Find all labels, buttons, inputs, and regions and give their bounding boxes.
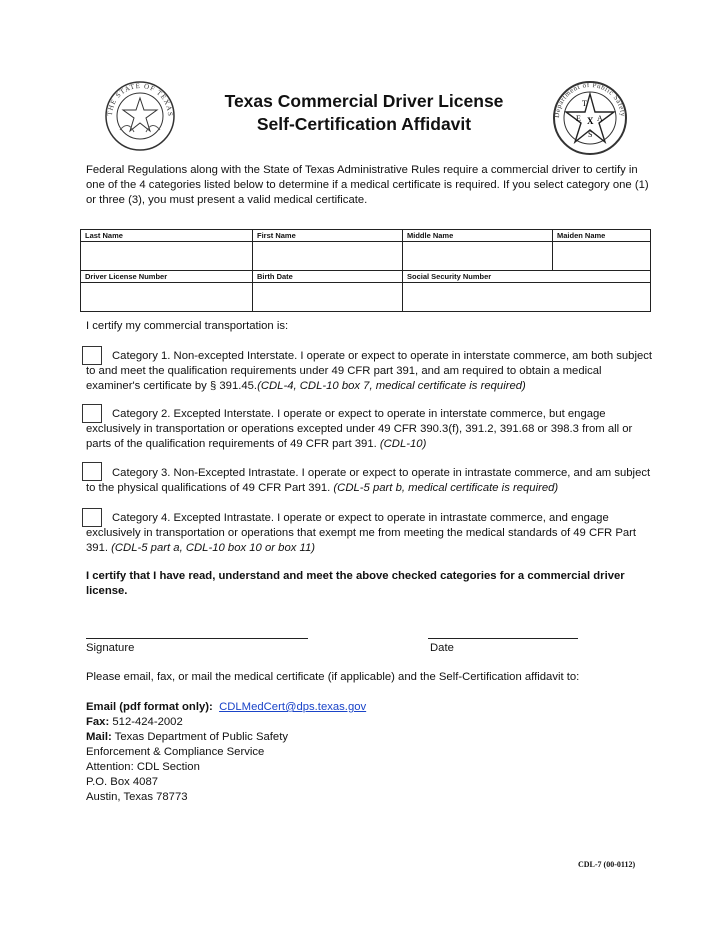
mail-line-2: Enforcement & Compliance Service [86, 746, 265, 758]
email-link[interactable]: CDLMedCert@dps.texas.gov [219, 701, 367, 713]
page-title [180, 90, 548, 136]
category-3-body: Category 3. Non-Excepted Intrastate. I operate or expect to operate in intrastate commerce, and am subject to the physical qualifications of 49 CFR Part 391. [86, 467, 651, 494]
middle-name-label: Middle Name [403, 230, 553, 242]
birth-date-field[interactable] [253, 283, 403, 312]
seal-letter-a: A [597, 114, 603, 123]
last-name-field[interactable] [81, 242, 253, 271]
title-line-1: Texas Commercial Driver License [224, 91, 504, 111]
maiden-name-field[interactable] [553, 242, 651, 271]
category-4-text [86, 511, 656, 556]
fax-label: Fax: [86, 716, 110, 728]
seal-letter-e: E [576, 114, 581, 123]
last-name-label: Last Name [81, 230, 253, 242]
mail-line-3: Attention: CDL Section [86, 761, 200, 773]
dps-seal [552, 80, 628, 156]
fax-number: 512-424-2002 [112, 716, 183, 728]
birth-date-label: Birth Date [253, 271, 403, 283]
driver-license-number-label: Driver License Number [81, 271, 253, 283]
contact-block [86, 700, 486, 805]
mail-line-1: Texas Department of Public Safety [114, 731, 288, 743]
signature-line[interactable] [86, 638, 308, 639]
category-3-note: (CDL-5 part b, medical certificate is required) [333, 482, 559, 494]
left-seal-text: THE STATE OF TEXAS [105, 81, 175, 118]
mail-line-4: P.O. Box 4087 [86, 776, 159, 788]
middle-name-field[interactable] [403, 242, 553, 271]
category-1-text [86, 349, 656, 394]
first-name-field[interactable] [253, 242, 403, 271]
driver-info-form [80, 229, 651, 312]
mail-line-5: Austin, Texas 78773 [86, 791, 188, 803]
seal-letter-s: S [588, 130, 593, 139]
seal-letter-t: T [582, 99, 587, 108]
intro-paragraph: Federal Regulations along with the State of Texas Administrative Rules require a commercial driver to certify in one of the 4 categories listed below to determine if a medical certificate is required. If you select category one (1) or three (3), you must present a valid medical certificate. [86, 164, 649, 206]
title-line-2: Self-Certification Affidavit [256, 114, 472, 134]
seal-letter-x: X [587, 116, 594, 126]
send-instructions: Please email, fax, or mail the medical certificate (if applicable) and the Self-Certification affidavit to: [86, 671, 580, 683]
form-code: CDL-7 (00-0112) [578, 860, 636, 869]
certify-lead: I certify my commercial transportation is: [86, 320, 289, 332]
category-4-note: (CDL-5 part a, CDL-10 box 10 or box 11) [111, 542, 315, 554]
date-label: Date [430, 642, 454, 654]
category-4-body: Category 4. Excepted Intrastate. I operate or expect to operate in intrastate commerce, and engage exclusively in transportation or operations that exempt me from meeting the medical standards of 49 CFR Part 391. [86, 512, 637, 554]
signature-label: Signature [86, 642, 135, 654]
ssn-field[interactable] [403, 283, 651, 312]
maiden-name-label: Maiden Name [553, 230, 651, 242]
category-1-body: Category 1. Non-excepted Interstate. I operate or expect to operate in interstate commerce, am both subject to and meet the qualification requirements under 49 CFR part 391, and am required to obtain a medical examiner's certificate by § 391.45. [86, 350, 653, 392]
mail-label: Mail: [86, 731, 112, 743]
category-2-note: (CDL-10) [379, 438, 427, 450]
texas-state-seal [104, 80, 176, 152]
date-line[interactable] [428, 638, 578, 639]
email-label: Email (pdf format only): [86, 701, 213, 713]
certify-statement: I certify that I have read, understand and meet the above checked categories for a commercial driver license. [86, 570, 625, 597]
first-name-label: First Name [253, 230, 403, 242]
ssn-label: Social Security Number [403, 271, 651, 283]
right-seal-text: Department of Public Safety [552, 80, 628, 119]
category-2-body: Category 2. Excepted Interstate. I operate or expect to operate in interstate commerce, but engage exclusively in transportation or operations excepted under 49 CFR 390.3(f), 391.2, 391.68 or 398.3 from all or parts of the qualification requirements of 49 CFR part 391. [86, 408, 633, 450]
category-2-text [86, 407, 656, 452]
category-1-note: (CDL-4, CDL-10 box 7, medical certificate is required) [257, 380, 526, 392]
driver-license-number-field[interactable] [81, 283, 253, 312]
category-3-text [86, 466, 656, 496]
